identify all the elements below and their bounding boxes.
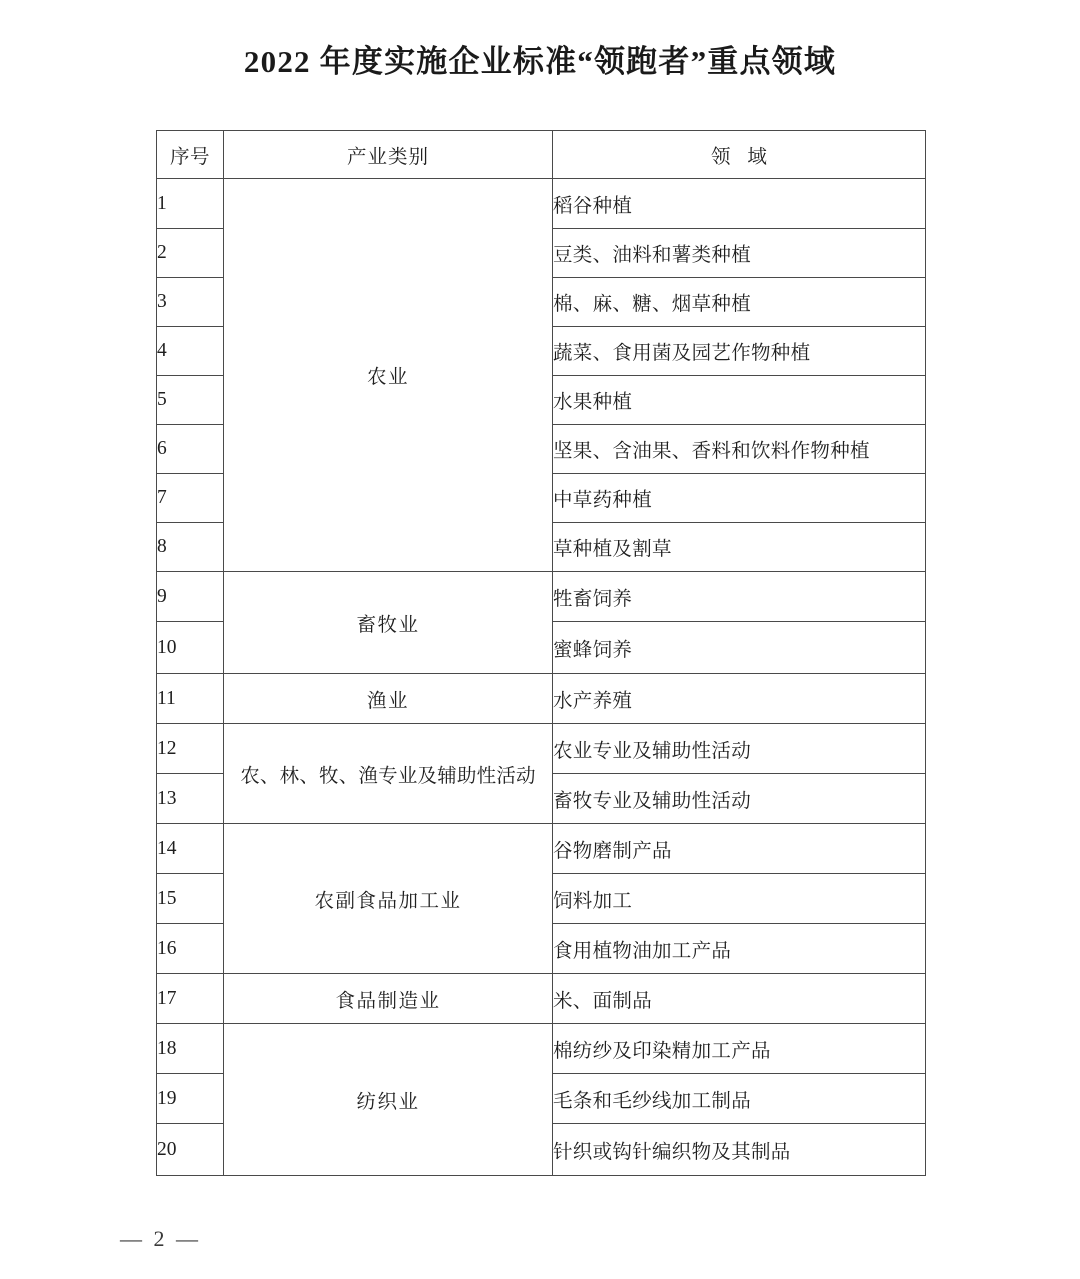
cell-seq: 7 — [157, 474, 224, 523]
cell-category: 食品制造业 — [224, 974, 553, 1024]
cell-seq: 20 — [157, 1124, 224, 1176]
cell-category: 农业 — [224, 179, 553, 572]
cell-seq: 6 — [157, 425, 224, 474]
cell-seq: 9 — [157, 572, 224, 622]
cell-seq: 16 — [157, 924, 224, 974]
cell-seq: 8 — [157, 523, 224, 572]
cell-field: 水产养殖 — [553, 674, 926, 724]
cell-seq: 17 — [157, 974, 224, 1024]
cell-seq: 2 — [157, 229, 224, 278]
cell-seq: 5 — [157, 376, 224, 425]
cell-field: 畜牧专业及辅助性活动 — [553, 774, 926, 824]
table-row — [157, 674, 926, 724]
cell-seq: 4 — [157, 327, 224, 376]
cell-seq: 18 — [157, 1024, 224, 1074]
table-row — [157, 572, 926, 622]
table-row — [157, 179, 926, 229]
cell-seq: 3 — [157, 278, 224, 327]
cell-field: 蔬菜、食用菌及园艺作物种植 — [553, 327, 926, 376]
cell-category: 农、林、牧、渔专业及辅助性活动 — [224, 724, 553, 824]
cell-category: 畜牧业 — [224, 572, 553, 674]
cell-field: 农业专业及辅助性活动 — [553, 724, 926, 774]
column-header-category: 产业类别 — [224, 131, 553, 179]
table-row — [157, 724, 926, 774]
cell-seq: 14 — [157, 824, 224, 874]
cell-field: 毛条和毛纱线加工制品 — [553, 1074, 926, 1124]
page-number: — 2 — — [120, 1226, 201, 1251]
cell-seq: 10 — [157, 622, 224, 674]
cell-field: 食用植物油加工产品 — [553, 924, 926, 974]
cell-field: 豆类、油料和薯类种植 — [553, 229, 926, 278]
table-row — [157, 974, 926, 1024]
table-row — [157, 824, 926, 874]
cell-seq: 11 — [157, 674, 224, 724]
cell-field: 蜜蜂饲养 — [553, 622, 926, 674]
cell-field: 牲畜饲养 — [553, 572, 926, 622]
cell-field: 坚果、含油果、香料和饮料作物种植 — [553, 425, 926, 474]
cell-field: 谷物磨制产品 — [553, 824, 926, 874]
cell-field: 针织或钩针编织物及其制品 — [553, 1124, 926, 1176]
cell-category: 农副食品加工业 — [224, 824, 553, 974]
column-header-seq: 序号 — [157, 131, 224, 179]
cell-seq: 13 — [157, 774, 224, 824]
table-body — [157, 179, 926, 1176]
table-header-row — [157, 131, 926, 179]
cell-field: 水果种植 — [553, 376, 926, 425]
key-fields-table-container — [156, 130, 925, 1176]
table-row — [157, 1024, 926, 1074]
cell-field: 饲料加工 — [553, 874, 926, 924]
cell-seq: 12 — [157, 724, 224, 774]
cell-category: 纺织业 — [224, 1024, 553, 1176]
cell-field: 棉纺纱及印染精加工产品 — [553, 1024, 926, 1074]
cell-field: 草种植及割草 — [553, 523, 926, 572]
cell-category: 渔业 — [224, 674, 553, 724]
cell-field: 米、面制品 — [553, 974, 926, 1024]
cell-seq: 1 — [157, 179, 224, 229]
cell-seq: 15 — [157, 874, 224, 924]
key-fields-table — [156, 130, 926, 1176]
cell-field: 棉、麻、糖、烟草种植 — [553, 278, 926, 327]
cell-seq: 19 — [157, 1074, 224, 1124]
column-header-field: 领 域 — [553, 131, 926, 179]
cell-field: 中草药种植 — [553, 474, 926, 523]
page-title: 2022 年度实施企业标准“领跑者”重点领域 — [243, 44, 837, 79]
cell-field: 稻谷种植 — [553, 179, 926, 229]
